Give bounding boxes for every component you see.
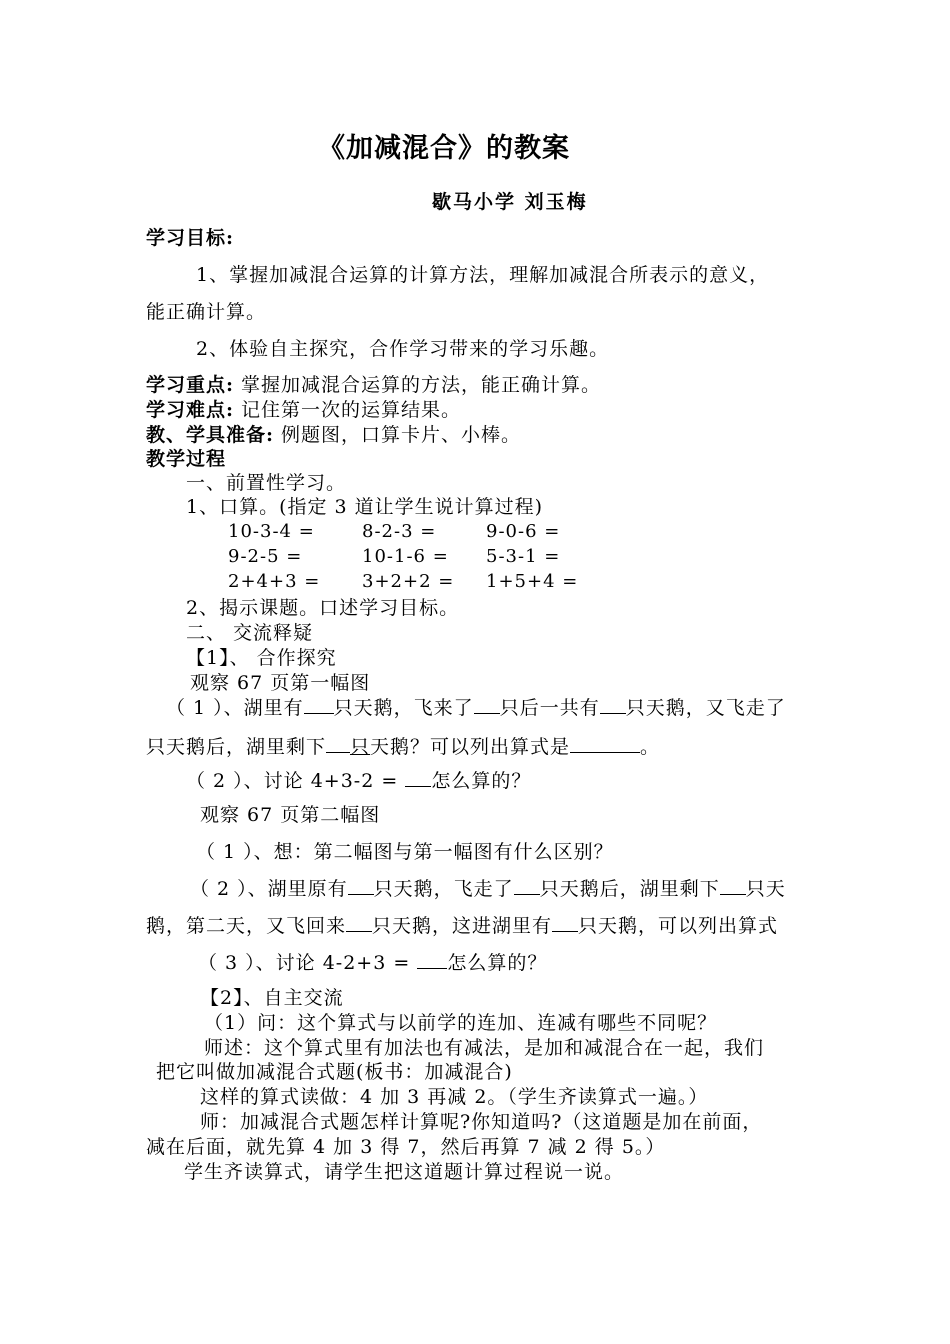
goal-1-line-1: 1、掌握加减混合运算的计算方法，理解加减混合所表示的意义， xyxy=(196,264,770,286)
fill-blank xyxy=(348,876,374,895)
paragraph-line: 减在后面，就先算 4 加 3 得 7，然后再算 7 减 2 得 5。） xyxy=(146,1136,666,1158)
question-text: 怎么算的？ xyxy=(447,952,548,974)
question-text: 只天鹅，这进湖里有 xyxy=(372,915,553,937)
goal-1-line-2: 能正确计算。 xyxy=(146,301,267,323)
part-2-heading: 【2】、自主交流 xyxy=(200,987,344,1009)
paragraph-line: 把它叫做加减混合式题(板书：加减混合) xyxy=(156,1061,513,1083)
question-text: （ 1 ）、湖里有 xyxy=(166,697,304,719)
fill-blank xyxy=(720,876,746,895)
question-text: 只天鹅，飞来了 xyxy=(333,697,474,719)
fill-blank xyxy=(474,695,500,714)
goal-2: 2、体验自主探究，合作学习带来的学习乐趣。 xyxy=(196,338,610,360)
key-point xyxy=(146,373,601,397)
difficulty xyxy=(146,398,461,422)
paragraph-line: 师：加减混合式题怎样计算呢?你知道吗?（这道题是加在前面， xyxy=(200,1111,763,1133)
preparation xyxy=(146,423,521,447)
reveal-topic: 2、揭示课题。口述学习目标。 xyxy=(186,597,460,619)
oral-problem: 9-0-6 = xyxy=(486,521,561,542)
question-text: 鹅，第二天，又飞回来 xyxy=(146,915,347,937)
question-swans-1-cont xyxy=(146,734,660,759)
part-1-heading: 【1】、 合作探究 xyxy=(186,647,337,669)
fill-blank xyxy=(346,913,372,932)
question-text: 只天鹅，飞走了 xyxy=(373,878,514,900)
oral-problem: 9-2-5 = xyxy=(228,546,303,567)
author-line: 歇马小学 刘玉梅 xyxy=(432,191,588,213)
goals-heading: 学习目标: xyxy=(146,227,235,249)
question-text: （ 2 ）、湖里原有 xyxy=(190,878,348,900)
difficulty-label: 学习难点: xyxy=(146,399,235,421)
paragraph-line: 这样的算式读做：4 加 3 再减 2。（学生齐读算式一遍。） xyxy=(200,1086,709,1108)
document-title: 《加减混合》的教案 xyxy=(318,133,570,164)
question-text: 天鹅？可以列出算式是 xyxy=(370,736,571,758)
oral-problem: 1+5+4 = xyxy=(486,571,579,592)
question-text: 只天鹅后，湖里剩下 xyxy=(146,736,327,758)
question-text: 只天 xyxy=(745,878,786,900)
difficulty-text: 记住第一次的运算结果。 xyxy=(234,399,462,421)
fill-blank xyxy=(570,734,640,753)
section-2-heading: 二、 交流释疑 xyxy=(186,622,314,644)
fill-blank xyxy=(326,734,350,753)
preparation-label: 教、学具准备: xyxy=(146,424,275,446)
paragraph-line: （1）问：这个算式与以前学的连加、连减有哪些不同呢？ xyxy=(204,1012,718,1034)
fill-blank xyxy=(417,950,447,969)
oral-problem: 10-1-6 = xyxy=(362,546,449,567)
key-point-label: 学习重点: xyxy=(146,374,235,396)
question-text: （ 3 ）、讨论 4-2+3 = xyxy=(198,952,418,974)
question-text: 只天鹅，又飞走了 xyxy=(625,697,786,719)
key-point-text: 掌握加减混合运算的方法，能正确计算。 xyxy=(234,374,602,396)
fill-blank xyxy=(600,695,626,714)
fill-blank xyxy=(552,913,578,932)
fill-blank xyxy=(514,876,540,895)
fill-blank xyxy=(304,695,334,714)
oral-problem: 5-3-1 = xyxy=(486,546,561,567)
oral-problem: 3+2+2 = xyxy=(362,571,455,592)
question-text: （ 2 ）、讨论 4+3-2 = xyxy=(186,770,406,792)
question-compare: （ 1 ）、想：第二幅图与第一幅图有什么区别？ xyxy=(196,841,614,863)
question-swans-2-cont xyxy=(146,913,778,938)
question-text: 只天鹅，可以列出算式 xyxy=(578,915,779,937)
question-swans-2 xyxy=(190,876,786,901)
oral-problem: 2+4+3 = xyxy=(228,571,321,592)
oral-problem: 10-3-4 = xyxy=(228,521,315,542)
paragraph-line: 学生齐读算式，请学生把这道题计算过程说一说。 xyxy=(184,1161,625,1183)
fill-blank xyxy=(405,768,431,787)
oral-problem: 8-2-3 = xyxy=(362,521,437,542)
observe-picture-1: 观察 67 页第一幅图 xyxy=(190,672,371,694)
preparation-text: 例题图，口算卡片、小棒。 xyxy=(274,424,522,446)
question-text: 怎么算的？ xyxy=(431,770,532,792)
question-swans-1 xyxy=(166,695,786,720)
question-text: 只后一共有 xyxy=(499,697,600,719)
observe-picture-2: 观察 67 页第二幅图 xyxy=(200,804,381,826)
question-discuss-2 xyxy=(198,950,547,975)
oral-calc-heading: 1、口算。(指定 3 道让学生说计算过程) xyxy=(186,496,544,518)
question-discuss-1 xyxy=(186,768,531,793)
process-heading: 教学过程 xyxy=(146,448,227,470)
paragraph-line: 师述：这个算式里有加法也有减法，是加和减混合在一起，我们 xyxy=(204,1037,765,1059)
question-text: 只 xyxy=(350,736,371,758)
section-1-heading: 一、前置性学习。 xyxy=(186,472,347,494)
question-text: 只天鹅后，湖里剩下 xyxy=(539,878,720,900)
question-text: 。 xyxy=(640,736,661,758)
